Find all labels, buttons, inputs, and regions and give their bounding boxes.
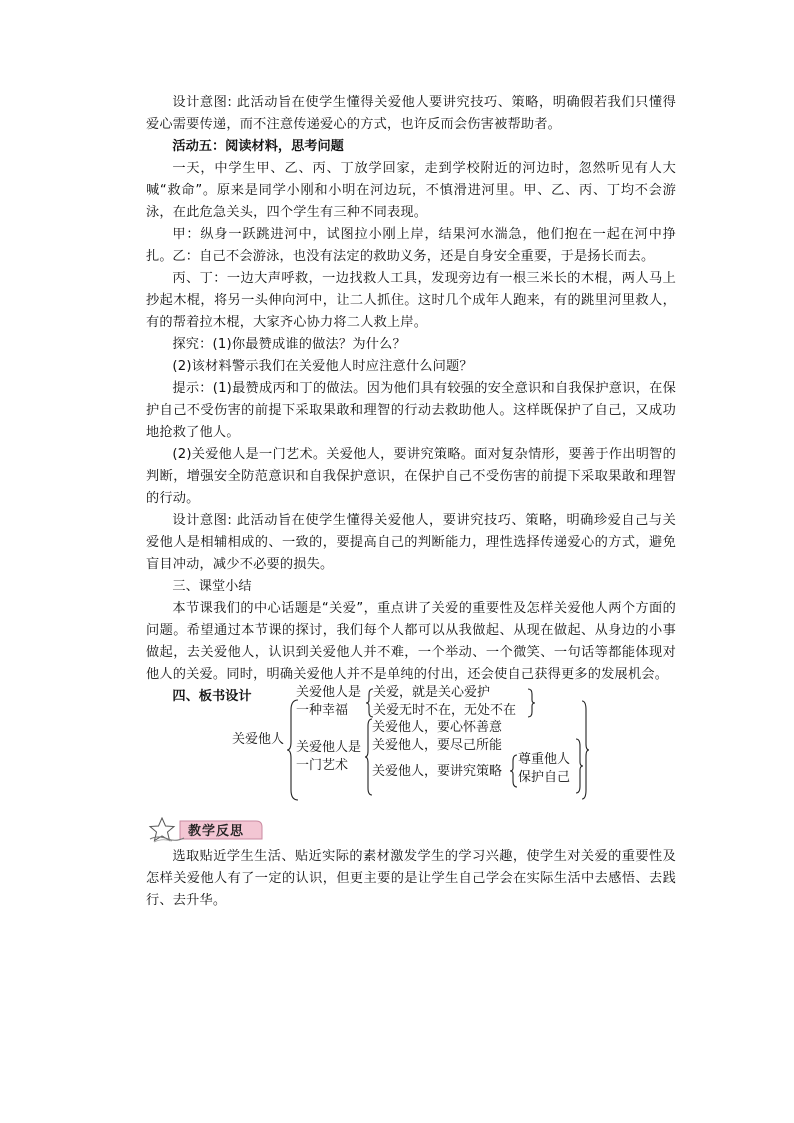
design-intent-2: 设计意图: 此活动旨在使学生懂得关爱他人，要讲究技巧、策略，明确珍爱自己与关爱他人是相辅相成的、一致的，要提高自己的判断能力，理性选择传递爱心的方式，避免盲目冲动，减少不必要的损失。	[146, 513, 676, 572]
section-4-heading: 四、板书设计	[172, 689, 252, 704]
board-root: 关爱他人	[232, 732, 285, 747]
branch-2-item-1: 关爱他人，要心怀善意	[372, 720, 503, 735]
question-1: 探究：(1)你最赞成谁的做法？为什么？	[172, 337, 406, 352]
branch-1-item-2: 关爱无时不在，无处不在	[373, 703, 517, 718]
branch-1-item-1: 关爱，就是关心爱护	[373, 685, 491, 700]
design-intent-1: 设计意图: 此活动旨在使学生懂得关爱他人要讲究技巧、策略，明确假若我们只懂得爱心需要传递，而不注意传递爱心的方式，也许反而会伤害被帮助者。	[146, 95, 676, 132]
branch-2-line-1: 关爱他人是	[296, 740, 362, 755]
branch-2-item-3: 关爱他人，要讲究策略	[372, 764, 503, 779]
section-3-heading: 三、课堂小结	[172, 579, 252, 594]
branch-1-close-brace	[526, 688, 536, 718]
activity-5-heading: 活动五：阅读材料，思考问题	[172, 139, 344, 154]
strategy-item-2: 保护自己	[518, 770, 571, 785]
strategy-item-1: 尊重他人	[518, 752, 571, 767]
teaching-reflection-badge	[146, 817, 266, 843]
branch-2-item-2: 关爱他人，要尽己所能	[372, 738, 503, 753]
root-close-brace	[580, 700, 590, 800]
star-icon	[150, 818, 184, 842]
branch-1-line-2: 一种幸福	[296, 703, 349, 718]
hint-1: 提示：(1)最赞成丙和丁的做法。因为他们具有较强的安全意识和自我保护意识，在保护自己不受伤害的前提下采取果敢和理智的行动去救助他人。这样既保护了自己，又成功地抢救了他人。	[146, 381, 676, 440]
summary-paragraph: 本节课我们的中心话题是“关爱”，重点讲了关爱的重要性及怎样关爱他人两个方面的问题。希望通过本节课的探讨，我们每个人都可以从我做起、从现在做起、从身边的小事做起，去关爱他人，认识到关爱他人并不难，一个举动、一个微笑、一句话等都能体现对他人的关爱。同时，明确关爱他人并不是单纯的付出，还会使自己获得更多的发展机会。	[146, 601, 676, 682]
jia-paragraph: 甲：纵身一跃跳进河中，试图拉小刚上岸，结果河水湍急，他们抱在一起在河中挣扎。	[146, 227, 676, 264]
branch-1-line-1: 关爱他人是	[296, 685, 362, 700]
story-paragraph: 一天，中学生甲、乙、丙、丁放学回家，走到学校附近的河边时，忽然听见有人大喊“救命”。原来是同学小刚和小明在河边玩，不慎滑进河里。甲、乙、丙、丁均不会游泳，在此危急关头，四个学生有三种不同表现。	[146, 161, 676, 220]
question-2: (2)该材料警示我们在关爱他人时应注意什么问题？	[172, 359, 473, 374]
branch-2-line-2: 一门艺术	[296, 758, 349, 773]
badge-label: 教学反思	[188, 824, 245, 839]
reflection-paragraph: 选取贴近学生生活、贴近实际的素材激发学生的学习兴趣，使学生对关爱的重要性及怎样关爱他人有了一定的认识，但更主要的是让学生自己学会在实际生活中去感悟、去践行、去升华。	[146, 849, 676, 908]
yi-paragraph: 乙：自己不会游泳，也没有法定的救助义务，还是自身安全重要，于是扬长而去。	[172, 249, 655, 264]
bing-ding-paragraph: 丙、丁：一边大声呼救，一边找救人工具，发现旁边有一根三米长的木棍，两人马上抄起木棍，将另一头伸向河中，让二人抓住。这时几个成年人跑来，有的跳里河里救人，有的帮着拉木棍，大家齐心协力将二人救上岸。	[146, 271, 676, 330]
hint-2: (2)关爱他人是一门艺术。关爱他人，要讲究策略。面对复杂情形，要善于作出明智的判断，增强安全防范意识和自我保护意识，在保护自己不受伤害的前提下采取果敢和理智的行动。	[146, 447, 676, 506]
